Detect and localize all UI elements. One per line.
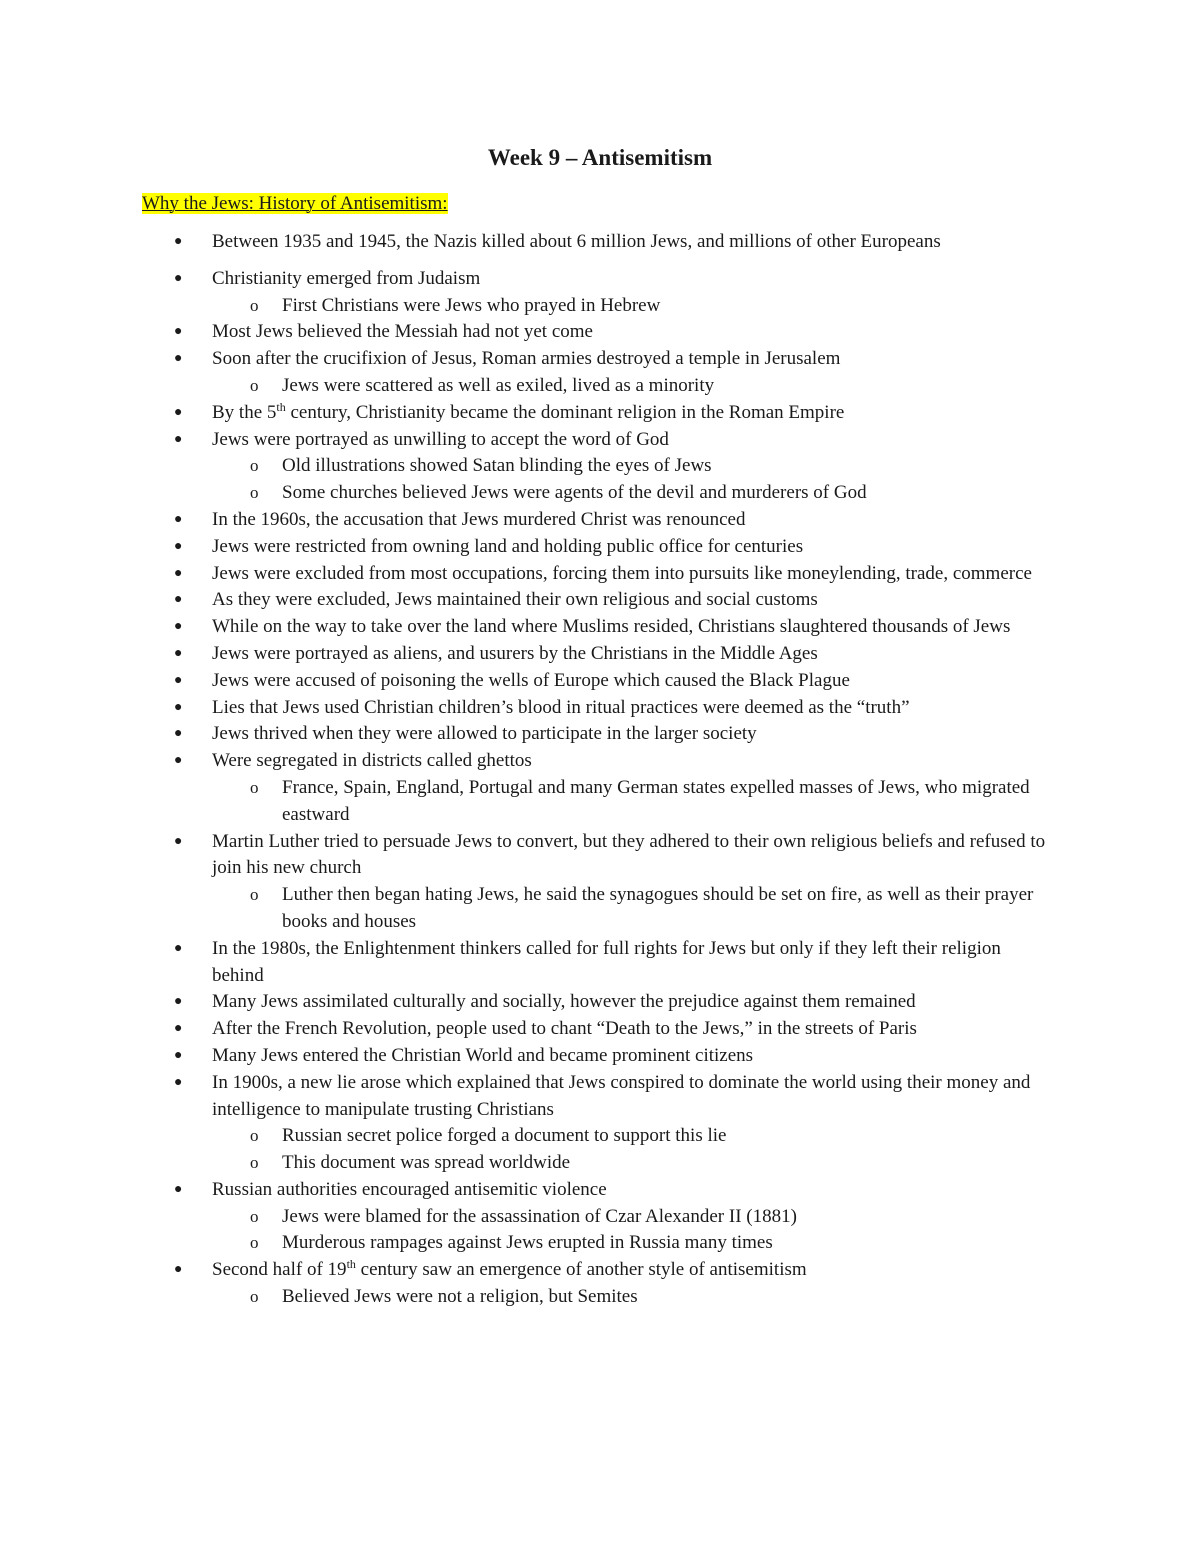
list-item	[0, 936, 1052, 990]
highlighted-heading-text: Why the Jews: History of Antisemitism:	[142, 193, 448, 214]
bullet-icon: ●	[174, 1021, 183, 1037]
item-text: By the 5	[212, 401, 277, 423]
list-item	[0, 721, 1052, 748]
item-text: Jews were excluded from most occupations, forcing them into pursuits like moneylending, trade, commerce	[212, 562, 1032, 584]
sub-list-item	[0, 775, 1052, 829]
item-text: Jews were accused of poisoning the wells of Europe which caused the Black Plague	[212, 669, 850, 691]
sub-list-item	[0, 1204, 1052, 1231]
item-text: Old illustrations showed Satan blinding the eyes of Jews	[282, 455, 712, 477]
sub-bullet-icon: o	[250, 1126, 259, 1146]
item-text: Christianity emerged from Judaism	[212, 267, 481, 289]
bullet-icon: ●	[174, 351, 183, 367]
sub-bullet-icon: o	[250, 1153, 259, 1173]
item-text: Martin Luther tried to persuade Jews to convert, but they adhered to their own religious beliefs and refused to join his new church	[212, 830, 1046, 879]
list-item	[0, 229, 1052, 256]
sub-list-item	[0, 1230, 1052, 1257]
list-item	[0, 1043, 1052, 1070]
bullet-icon: ●	[174, 753, 183, 769]
bullet-icon: ●	[174, 1181, 183, 1197]
list-item	[0, 1016, 1052, 1043]
sub-bullet-icon: o	[250, 456, 259, 476]
item-text: France, Spain, England, Portugal and many German states expelled masses of Jews, who migrated eastward	[282, 776, 1030, 825]
list-item	[0, 695, 1052, 722]
bullet-icon: ●	[174, 565, 183, 581]
item-text: Jews were scattered as well as exiled, lived as a minority	[282, 374, 715, 396]
bullet-icon: ●	[174, 833, 183, 849]
sub-bullet-icon: o	[250, 1287, 259, 1307]
item-text: Soon after the crucifixion of Jesus, Roman armies destroyed a temple in Jerusalem	[212, 348, 841, 370]
item-text: Murderous rampages against Jews erupted in Russia many times	[282, 1232, 773, 1254]
item-text: Lies that Jews used Christian children’s blood in ritual practices were deemed as the “truth”	[212, 696, 910, 718]
list-item	[0, 266, 1052, 293]
item-text-after: century saw an emergence of another style of antisemitism	[355, 1259, 807, 1281]
item-text: Russian authorities encouraged antisemitic violence	[212, 1178, 607, 1200]
bullet-icon: ●	[174, 1262, 183, 1278]
list-item	[0, 1070, 1052, 1124]
list-item	[0, 668, 1052, 695]
bullet-icon: ●	[174, 619, 183, 635]
bullet-icon: ●	[174, 538, 183, 554]
item-text: As they were excluded, Jews maintained their own religious and social customs	[212, 589, 818, 611]
item-text: First Christians were Jews who prayed in Hebrew	[282, 294, 661, 316]
item-text: Most Jews believed the Messiah had not yet come	[212, 321, 593, 343]
bullet-icon: ●	[174, 431, 183, 447]
bullet-icon: ●	[174, 1047, 183, 1063]
item-text: Believed Jews were not a religion, but Semites	[282, 1286, 638, 1308]
list-item	[0, 641, 1052, 668]
item-text: Jews were blamed for the assassination of Czar Alexander II (1881)	[282, 1205, 797, 1227]
item-text: Russian secret police forged a document to support this lie	[282, 1125, 727, 1147]
sub-list-item	[0, 1150, 1052, 1177]
item-text: Jews thrived when they were allowed to participate in the larger society	[212, 723, 757, 745]
item-text: Many Jews assimilated culturally and socially, however the prejudice against them remained	[212, 991, 916, 1013]
item-text: Second half of 19	[212, 1259, 347, 1281]
list-item	[0, 1177, 1052, 1204]
superscript: th	[276, 399, 286, 414]
section-heading	[142, 191, 448, 217]
bullet-icon: ●	[174, 726, 183, 742]
item-text: After the French Revolution, people used to chant “Death to the Jews,” in the streets of Paris	[212, 1018, 917, 1040]
item-text: Jews were restricted from owning land and holding public office for centuries	[212, 535, 804, 557]
list-item	[0, 829, 1052, 883]
item-text: Jews were portrayed as unwilling to accept the word of God	[212, 428, 669, 450]
sub-bullet-icon: o	[250, 1206, 259, 1226]
sub-bullet-icon: o	[250, 885, 259, 905]
sub-list-item	[0, 882, 1052, 936]
list-item	[0, 989, 1052, 1016]
bullet-icon: ●	[174, 270, 183, 286]
list-item	[0, 507, 1052, 534]
item-text-after: century, Christianity became the dominant religion in the Roman Empire	[285, 401, 845, 423]
bullet-icon: ●	[174, 994, 183, 1010]
sub-bullet-icon: o	[250, 375, 259, 395]
list-item	[0, 1257, 1052, 1284]
bullet-icon: ●	[174, 940, 183, 956]
bullet-icon: ●	[174, 511, 183, 527]
item-text: This document was spread worldwide	[282, 1152, 571, 1174]
list-item	[0, 319, 1052, 346]
item-text: Jews were portrayed as aliens, and usurers by the Christians in the Middle Ages	[212, 642, 818, 664]
bullet-icon: ●	[174, 234, 183, 249]
bullet-icon: ●	[174, 1074, 183, 1090]
item-text: Luther then began hating Jews, he said the synagogues should be set on fire, as well as their prayer books and houses	[282, 884, 1034, 932]
item-text: In the 1980s, the Enlightenment thinkers called for full rights for Jews but only if they left their religion behind	[212, 937, 1001, 986]
bullet-icon: ●	[174, 324, 183, 340]
list-item	[0, 614, 1052, 641]
sub-list-item	[0, 293, 1052, 320]
superscript: th	[346, 1257, 356, 1272]
item-text: While on the way to take over the land where Muslims resided, Christians slaughtered thousands of Jews	[212, 616, 1011, 638]
item-text: Were segregated in districts called ghettos	[212, 750, 532, 772]
sub-list-item	[0, 1284, 1052, 1311]
bullet-icon: ●	[174, 404, 183, 420]
list-item	[0, 587, 1052, 614]
sub-list-item	[0, 373, 1052, 400]
item-text: Many Jews entered the Christian World and became prominent citizens	[212, 1044, 754, 1066]
item-text: Between 1935 and 1945, the Nazis killed about 6 million Jews, and millions of other Europeans	[212, 231, 941, 252]
sub-list-item	[0, 1123, 1052, 1150]
sub-list-item	[0, 453, 1052, 480]
bullet-icon: ●	[174, 672, 183, 688]
list-item	[0, 400, 1052, 427]
list-item	[0, 748, 1052, 775]
list-item	[0, 561, 1052, 588]
sub-bullet-icon: o	[250, 295, 259, 315]
item-text: In 1900s, a new lie arose which explained that Jews conspired to dominate the world using their money and intelligence to manipulate trusting Christians	[212, 1071, 1031, 1120]
list-item	[0, 346, 1052, 373]
sub-bullet-icon: o	[250, 777, 259, 797]
sub-bullet-icon: o	[250, 483, 259, 503]
item-text: Some churches believed Jews were agents of the devil and murderers of God	[282, 482, 867, 504]
bullet-list	[0, 229, 1200, 1311]
bullet-icon: ●	[174, 592, 183, 608]
page-title: Week 9 – Antisemitism	[487, 145, 713, 170]
sub-bullet-icon: o	[250, 1233, 259, 1253]
sub-list-item	[0, 480, 1052, 507]
list-item	[0, 534, 1052, 561]
list-item	[0, 427, 1052, 454]
bullet-icon: ●	[174, 699, 183, 715]
item-text: In the 1960s, the accusation that Jews murdered Christ was renounced	[212, 508, 746, 530]
bullet-icon: ●	[174, 645, 183, 661]
